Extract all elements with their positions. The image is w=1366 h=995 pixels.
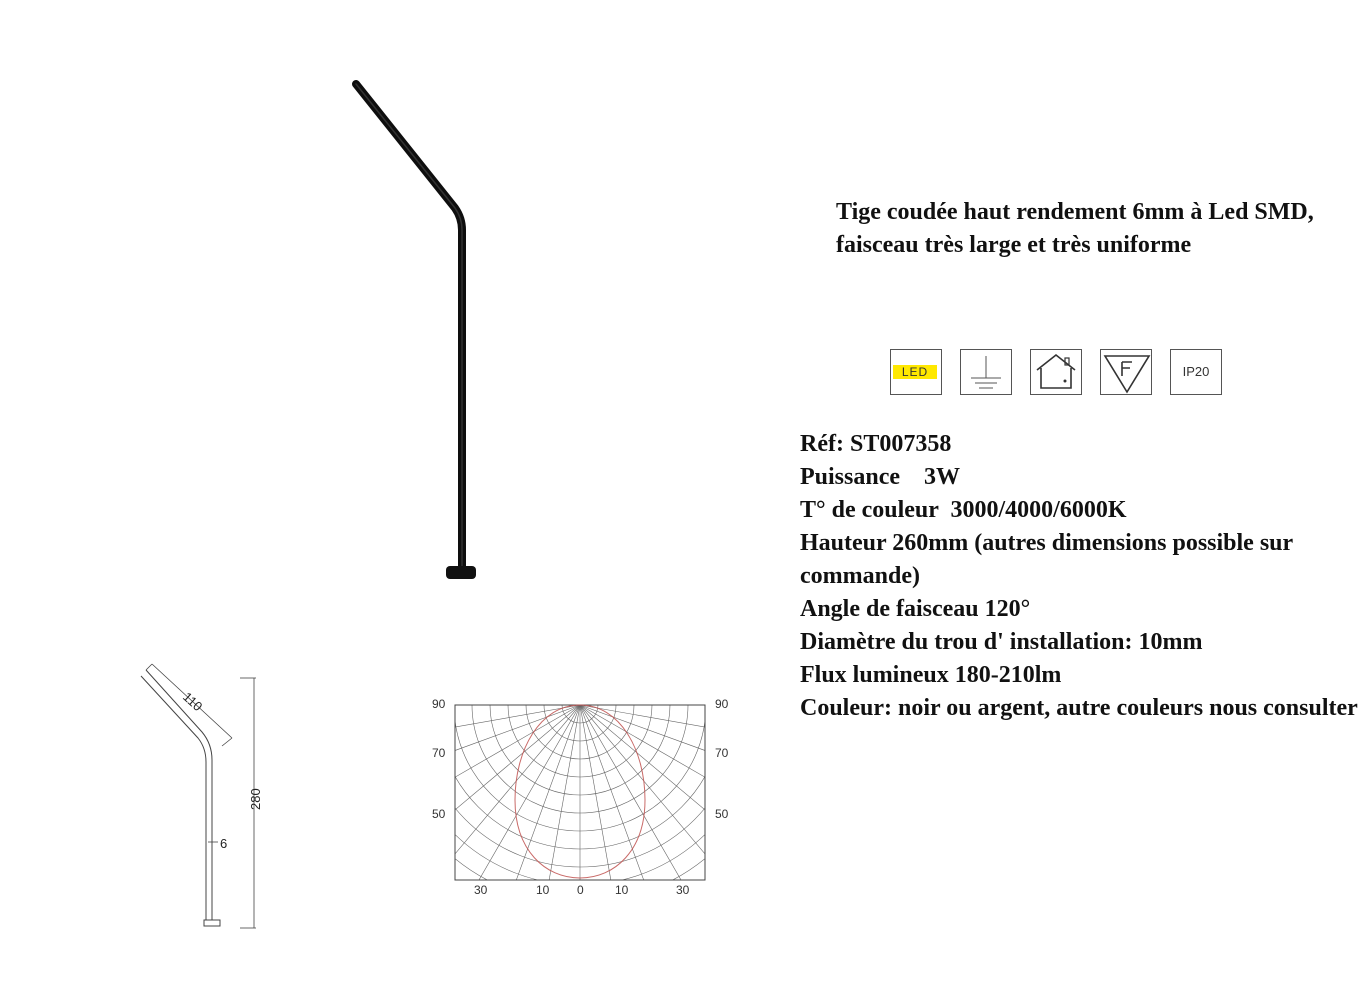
spec-hole-diameter-label: Diamètre du trou d' installation: <box>800 629 1133 655</box>
ip-rating-icon <box>1170 349 1222 395</box>
spec-height <box>800 527 1366 593</box>
dimension-drawing <box>130 660 280 940</box>
polar-right-label-70: 70 <box>715 746 729 760</box>
product-title: Tige coudée haut rendement 6mm à Led SMD, faisceau très large et très uniforme <box>836 199 1314 258</box>
dim-diameter: 6 <box>220 836 228 851</box>
spec-luminous-flux <box>800 659 1366 692</box>
spec-beam-angle <box>800 593 1366 626</box>
spec-ref-label: Réf: <box>800 431 844 457</box>
led-label: LED <box>893 365 937 379</box>
polar-left-label-90: 90 <box>432 697 446 711</box>
spec-luminous-flux-label: Flux lumineux <box>800 662 949 688</box>
product-image <box>340 70 490 590</box>
led-icon <box>890 349 942 395</box>
polar-bottom-label-30-left: 30 <box>474 883 488 897</box>
spec-ref <box>800 428 1366 461</box>
spec-height-value: 260mm (autres dimensions possible sur commande) <box>800 530 1293 589</box>
spec-color-temp <box>800 494 1366 527</box>
spec-power <box>800 461 1366 494</box>
spec-power-label: Puissance <box>800 464 901 490</box>
f-mark-icon <box>1100 349 1152 395</box>
spec-hole-diameter-value: 10mm <box>1132 629 1203 655</box>
polar-right-label-50: 50 <box>715 807 729 821</box>
dim-arm-length: 110 <box>179 689 206 715</box>
spec-luminous-flux-value: 180-210lm <box>948 662 1062 688</box>
dim-total-height: 280 <box>248 788 263 810</box>
spec-beam-angle-label: Angle de faisceau <box>800 596 979 622</box>
polar-left-label-50: 50 <box>432 807 446 821</box>
spec-color-temp-value: 3000/4000/6000K <box>938 497 1127 523</box>
polar-bottom-label-10-left: 10 <box>536 883 550 897</box>
spec-color <box>800 692 1366 725</box>
spec-height-label: Hauteur <box>800 530 887 556</box>
spec-ref-value: ST007358 <box>843 431 952 457</box>
ground-icon <box>960 349 1012 395</box>
ip-rating-label: IP20 <box>1182 364 1210 379</box>
spec-hole-diameter <box>800 626 1366 659</box>
polar-grid <box>420 690 750 900</box>
polar-bottom-label-10-right: 10 <box>615 883 629 897</box>
certification-icons <box>888 349 1228 399</box>
polar-right-label-90: 90 <box>715 697 729 711</box>
polar-bottom-label-30-right: 30 <box>676 883 690 897</box>
polar-bottom-label-0: 0 <box>577 883 584 897</box>
spec-power-value: 3W <box>900 464 961 490</box>
spec-list <box>800 428 1366 725</box>
spec-beam-angle-value: 120° <box>978 596 1031 622</box>
spec-color-label: Couleur: <box>800 695 892 721</box>
polar-left-label-70: 70 <box>432 746 446 760</box>
spec-color-temp-label: T° de couleur <box>800 497 939 523</box>
polar-light-distribution <box>420 690 750 900</box>
spec-color-value: noir ou argent, autre couleurs nous consulter <box>892 695 1358 721</box>
indoor-house-icon <box>1030 349 1082 395</box>
